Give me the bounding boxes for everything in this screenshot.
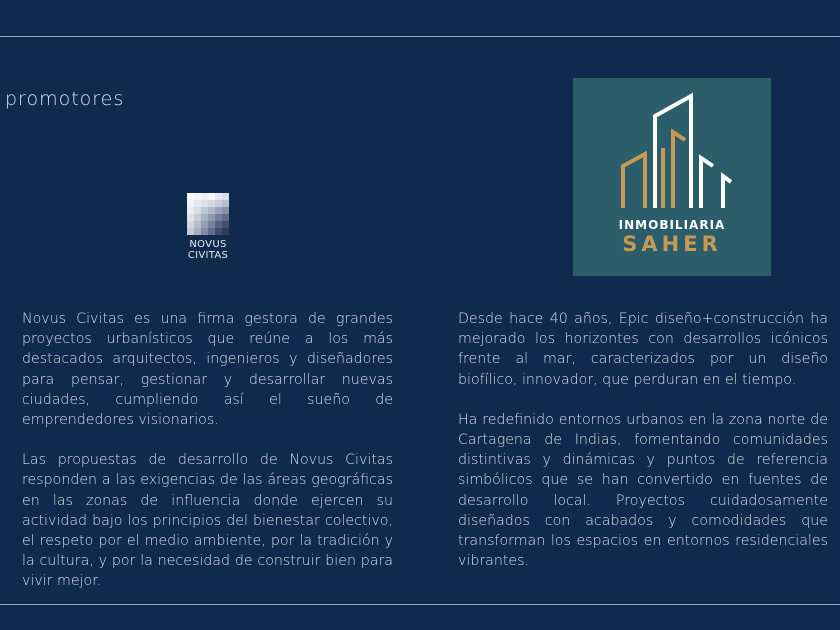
saher-logo-line1: INMOBILIARIA [618, 218, 726, 232]
saher-paragraph-1: Desde hace 40 años, Epic diseño+construcción ha mejorado los horizontes con desarrollos icónicos frente al mar, caracterizados por un diseño biofílico, innovador, que perduran en el tiempo. [458, 311, 828, 388]
inmobiliaria-saher-logo [573, 78, 771, 276]
novus-description [22, 309, 393, 612]
bottom-divider [0, 604, 840, 605]
novus-logo-line2: CIVITAS [187, 250, 229, 261]
novus-paragraph-1: Novus Civitas es una firma gestora de grandes proyectos urbanísticos que reúne a los más destacados arquitectos, ingenieros y diseñadores para pensar, gestionar y desarrollar nuevas ciudades, cumpliendo así el sueño de emprendedores visionarios. [22, 311, 393, 429]
top-divider [0, 36, 840, 37]
saher-description [458, 309, 828, 591]
novus-logo-line1: NOVUS [189, 239, 227, 250]
saher-paragraph-2: Ha redefinido entornos urbanos en la zona norte de Cartagena de Indias, fomentando comunidades distintivas y dinámicas y puntos de referencia simbólicos que se han convertido en fuentes de desarrollo local. Proyectos cuidadosamente diseñados con acabados y comodidades que transforman los espacios en entornos residenciales vibrantes. [458, 411, 828, 570]
novus-civitas-logo [178, 193, 238, 261]
saher-logo-line2: SAHER [622, 232, 722, 256]
section-title: promotores [5, 88, 125, 110]
pixel-gradient-icon [187, 193, 229, 235]
novus-paragraph-2: Las propuestas de desarrollo de Novus Civitas responden a las exigencias de las áreas geográficas en las zonas de influencia donde ejercen su actividad bajo los principios del bienestar colectivo, el respeto por el medio ambiente, por la tradición y la cultura, y por la necesidad de construir bien para vivir mejor. [22, 452, 393, 590]
